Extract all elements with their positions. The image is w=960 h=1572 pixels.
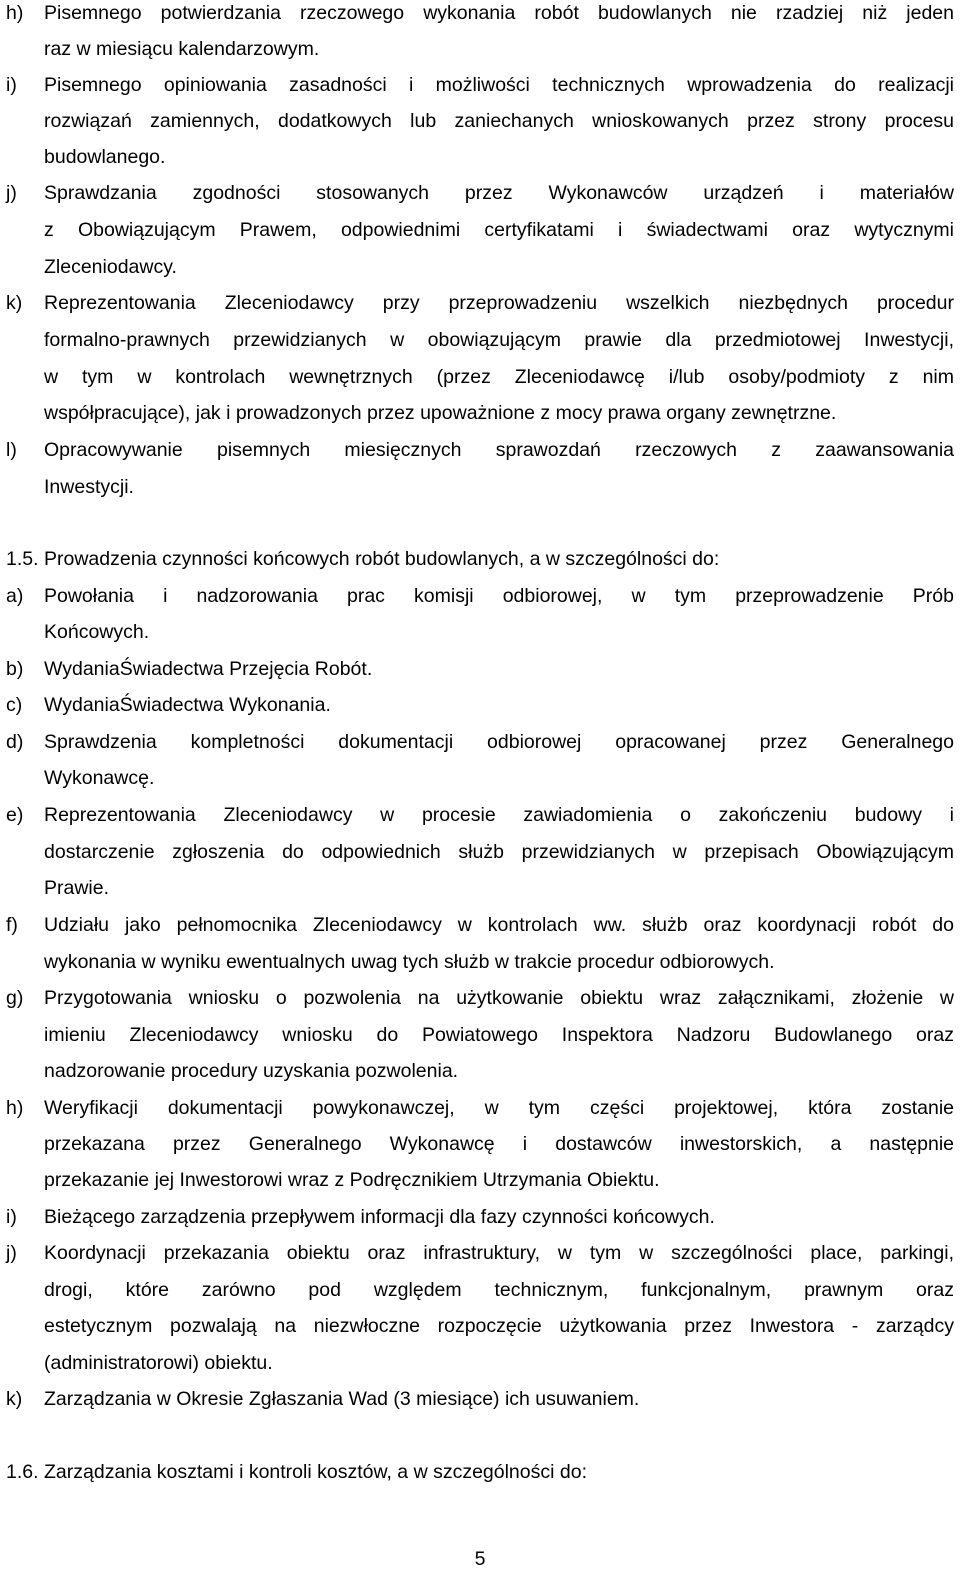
list-marker: d) xyxy=(6,731,24,753)
list-marker: h) xyxy=(6,2,24,24)
text-line: przekazanie jej Inwestorowi wraz z Podręcznikiem Utrzymania Obiektu. xyxy=(44,1169,660,1191)
section-title: Prowadzenia czynności końcowych robót budowlanych, a w szczególności do: xyxy=(44,548,720,570)
text-line: wykonania w wyniku ewentualnych uwag tych służb w trakcie procedur odbiorowych. xyxy=(44,951,775,973)
text-line: budowlanego. xyxy=(44,146,166,168)
text-line: w tym w kontrolach wewnętrznych (przez Zleceniodawcę i/lub osoby/podmioty z nim xyxy=(44,366,954,388)
text-line: dostarczenie zgłoszenia do odpowiednich służb przewidzianych w przepisach Obowiązującym xyxy=(44,841,954,863)
text-line: formalno-prawnych przewidzianych w obowiązującym prawie dla przedmiotowej Inwestycji, xyxy=(44,329,954,351)
text-line: raz w miesiącu kalendarzowym. xyxy=(44,38,320,60)
text-line: estetycznym pozwalają na niezwłoczne rozpoczęcie użytkowania przez Inwestora - zarządcy xyxy=(44,1315,954,1337)
text-line: Sprawdzenia kompletności dokumentacji odbiorowej opracowanej przez Generalnego xyxy=(44,731,954,753)
text-line: Sprawdzania zgodności stosowanych przez Wykonawców urządzeń i materiałów xyxy=(44,182,954,204)
text-line: Weryfikacji dokumentacji powykonawczej, w tym części projektowej, która zostanie xyxy=(44,1097,954,1119)
text-line: Reprezentowania Zleceniodawcy przy przeprowadzeniu wszelkich niezbędnych procedur xyxy=(44,292,954,314)
text-line: Zarządzania w Okresie Zgłaszania Wad (3 miesiące) ich usuwaniem. xyxy=(44,1388,640,1410)
list-marker: k) xyxy=(6,1388,23,1410)
text-line: (administratorowi) obiektu. xyxy=(44,1352,273,1374)
list-marker: c) xyxy=(6,694,23,716)
list-marker: k) xyxy=(6,292,23,314)
section-number: 1.5. xyxy=(6,548,39,570)
list-marker: g) xyxy=(6,987,24,1009)
text-line: Opracowywanie pisemnych miesięcznych sprawozdań rzeczowych z zaawansowania xyxy=(44,439,954,461)
text-line: z Obowiązującym Prawem, odpowiednimi certyfikatami i świadectwami oraz wytycznymi xyxy=(44,219,954,241)
section-number: 1.6. xyxy=(6,1461,39,1483)
text-line: WydaniaŚwiadectwa Wykonania. xyxy=(44,694,331,716)
list-marker: f) xyxy=(6,914,18,936)
text-line: Prawie. xyxy=(44,877,110,899)
text-line: drogi, które zarówno pod względem technicznym, funkcjonalnym, prawnym oraz xyxy=(44,1279,954,1301)
text-line: Zleceniodawcy. xyxy=(44,256,177,278)
text-line: nadzorowanie procedury uzyskania pozwolenia. xyxy=(44,1060,459,1082)
text-line: Powołania i nadzorowania prac komisji odbiorowej, w tym przeprowadzenie Prób xyxy=(44,585,954,607)
text-line: Końcowych. xyxy=(44,621,150,643)
list-marker: j) xyxy=(6,182,17,204)
text-line: Wykonawcę. xyxy=(44,767,155,789)
list-marker: i) xyxy=(6,74,17,96)
text-line: Inwestycji. xyxy=(44,476,134,498)
list-marker: l) xyxy=(6,439,17,461)
section-title: Zarządzania kosztami i kontroli kosztów, a w szczególności do: xyxy=(44,1461,587,1483)
text-line: Reprezentowania Zleceniodawcy w procesie zawiadomienia o zakończeniu budowy i xyxy=(44,804,954,826)
list-marker: b) xyxy=(6,658,24,680)
list-marker: j) xyxy=(6,1242,17,1264)
page-number: 5 xyxy=(474,1548,486,1570)
text-line: WydaniaŚwiadectwa Przejęcia Robót. xyxy=(44,658,373,680)
list-marker: e) xyxy=(6,804,24,826)
list-marker: i) xyxy=(6,1206,17,1228)
text-line: imieniu Zleceniodawcy wniosku do Powiatowego Inspektora Nadzoru Budowlanego oraz xyxy=(44,1024,954,1046)
list-marker: a) xyxy=(6,585,24,607)
list-marker: h) xyxy=(6,1097,24,1119)
text-line: Koordynacji przekazania obiektu oraz infrastruktury, w tym w szczególności place, parkingi, xyxy=(44,1242,954,1264)
text-line: Przygotowania wniosku o pozwolenia na użytkowanie obiektu wraz załącznikami, złożenie w xyxy=(44,987,954,1009)
text-line: przekazana przez Generalnego Wykonawcę i dostawców inwestorskich, a następnie xyxy=(44,1133,954,1155)
text-line: Pisemnego opiniowania zasadności i możliwości technicznych wprowadzenia do realizacji xyxy=(44,74,954,96)
text-line: Udziału jako pełnomocnika Zleceniodawcy w kontrolach ww. służb oraz koordynacji robót do xyxy=(44,914,954,936)
text-line: współpracujące), jak i prowadzonych przez upoważnione z mocy prawa organy zewnętrzne. xyxy=(44,402,837,424)
text-line: Bieżącego zarządzenia przepływem informacji dla fazy czynności końcowych. xyxy=(44,1206,715,1228)
text-line: Pisemnego potwierdzania rzeczowego wykonania robót budowlanych nie rzadziej niż jeden xyxy=(44,2,954,24)
text-line: rozwiązań zamiennych, dodatkowych lub zaniechanych wnioskowanych przez strony procesu xyxy=(44,110,954,132)
